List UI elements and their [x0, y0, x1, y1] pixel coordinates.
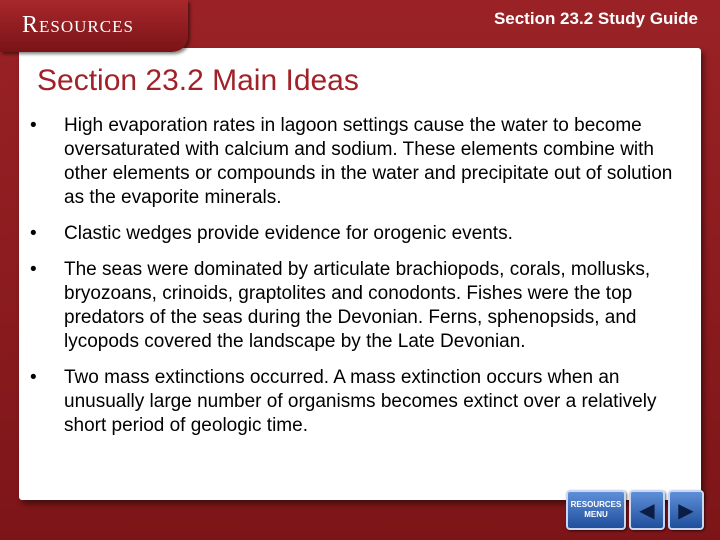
resources-tab[interactable]: [0, 0, 188, 52]
list-item: • Two mass extinctions occurred. A mass extinction occurs when an unusually large number of organisms becomes extinct over a relatively short period of geologic time.: [30, 366, 695, 438]
menu-button-line1: RESOURCES: [570, 500, 622, 509]
list-item: • The seas were dominated by articulate brachiopods, corals, mollusks, bryozoans, crinoids, graptolites and conodonts. Fishes were the top predators of the seas during the Devonian. Ferns, sphenopsids, and lycopods covered the landscape by the Late Devonian.: [30, 258, 695, 354]
main-ideas-list: [30, 114, 695, 450]
resources-label: Resources: [22, 12, 134, 38]
left-triangle-icon: ◀: [639, 499, 655, 522]
list-item: • High evaporation rates in lagoon settings cause the water to become oversaturated with calcium and sodium. These elements combine with other elements or compounds in the water and precipitate out of solution as the evaporite minerals.: [30, 114, 695, 210]
next-button[interactable]: [668, 490, 704, 530]
study-guide-title: Section 23.2 Study Guide: [493, 9, 698, 28]
resources-menu-button[interactable]: [566, 490, 626, 530]
navigation-bar: [566, 490, 704, 530]
right-triangle-icon: ▶: [678, 499, 694, 522]
menu-button-line2: MENU: [584, 510, 608, 519]
previous-button[interactable]: [629, 490, 665, 530]
page-title: Section 23.2 Main Ideas: [37, 64, 359, 97]
list-item: • Clastic wedges provide evidence for orogenic events.: [30, 222, 695, 246]
